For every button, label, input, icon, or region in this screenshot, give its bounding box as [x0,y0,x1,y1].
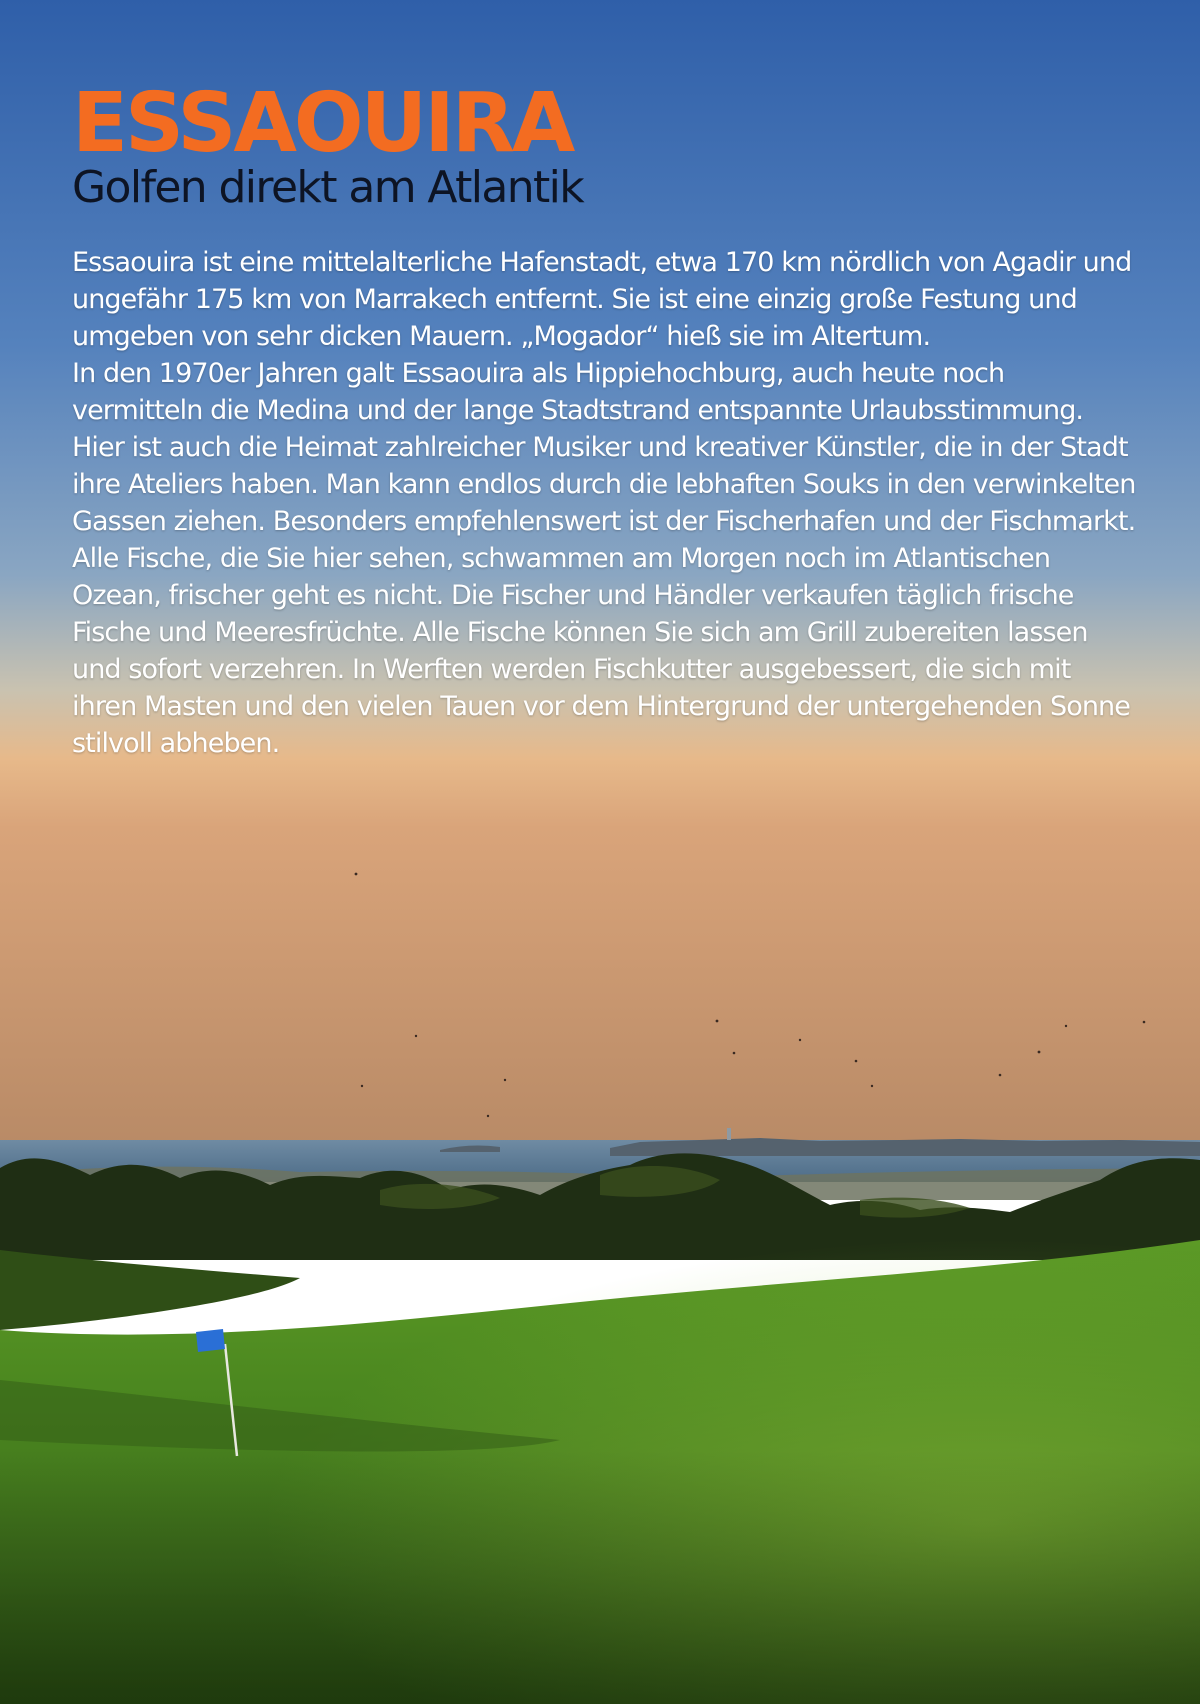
page-subtitle: Golfen direkt am Atlantik [72,162,584,213]
paragraph-history: In den 1970er Jahren galt Essaouira als Hippiehochburg, auch heute noch vermitteln die Medina und der lange Stadtstrand entspannte Urlaubsstimmung. Hier ist auch die Heimat zahlreicher Musiker und kreativer Künstler, die in der Stadt ihre Ateliers haben. Man kann endlos durch die lebhaften Souks in den verwinkelten Gassen ziehen. Besonders empfehlenswert ist der Fischerhafen und der Fischmarkt. Alle Fische, die Sie hier sehen, schwammen am Morgen noch im Atlantischen Ozean, frischer geht es nicht. Die Fischer und Händler verkaufen täglich frische Fische und Meeresfrüchte. Alle Fische können Sie sich am Grill zubereiten lassen und sofort verzehren. In Werften werden Fischkutter ausgebessert, die sich mit ihren Masten und den vielen Tauen vor dem Hintergrund der untergehenden Sonne stilvoll abheben. [72,358,1136,759]
lighthouse [727,1128,731,1140]
page-title: ESSAOUIRA [72,76,573,171]
article-body [72,244,1142,762]
paragraph-intro: Essaouira ist eine mittelalterliche Hafenstadt, etwa 170 km nördlich von Agadir und ungefähr 175 km von Marrakech entfernt. Sie ist eine einzig große Festung und umgeben von sehr dicken Mauern. „Mogador“ hieß sie im Altertum. [72,247,1132,352]
foreground-shade [0,1450,1200,1704]
